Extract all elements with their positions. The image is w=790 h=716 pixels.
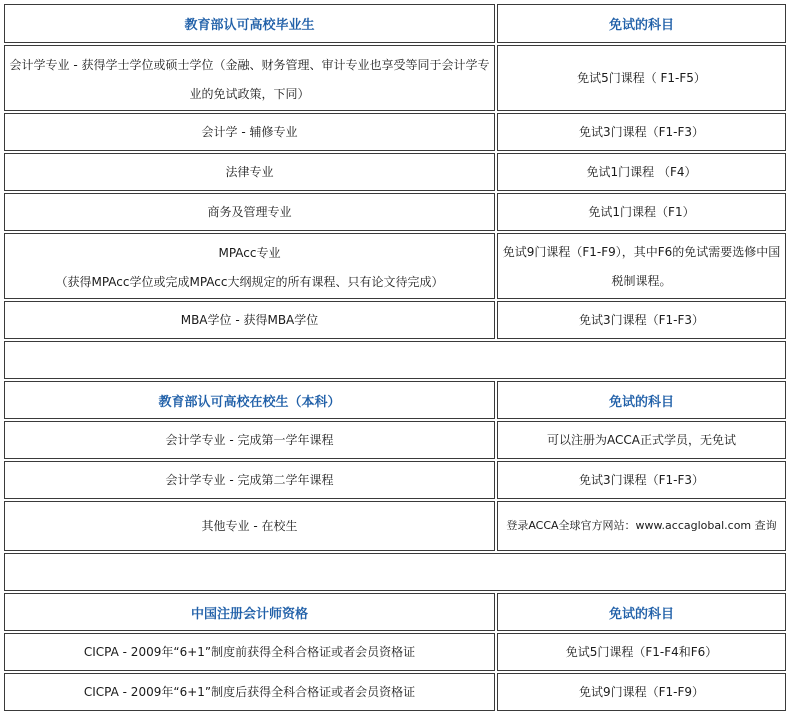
cell-text-line: 会计学 - 辅修专业	[201, 125, 298, 139]
spacer-row	[4, 553, 786, 591]
cell-text-line: 免试5门课程（ F1-F5）	[577, 71, 706, 85]
row-right-cell	[497, 45, 786, 111]
row-right-cell	[497, 153, 786, 191]
table-row	[4, 113, 786, 151]
cell-text-line: 免试1门课程（F1）	[588, 205, 695, 219]
row-left-cell	[4, 45, 495, 111]
section2-header-right: 免试的科目	[497, 381, 786, 419]
cell-text-line: CICPA - 2009年“6+1”制度后获得全科合格证或者会员资格证	[83, 685, 416, 699]
row-left-cell	[4, 193, 495, 231]
section1-header-left: 教育部认可高校毕业生	[4, 4, 495, 43]
cell-text-line: 其他专业 - 在校生	[201, 519, 298, 533]
section1-header-row	[4, 4, 786, 43]
table-row	[4, 233, 786, 299]
cell-text-line: 登录ACCA全球官方网站：www.accaglobal.com 查询	[506, 519, 777, 532]
cell-text-line: 免试3门课程（F1-F3）	[578, 313, 705, 327]
cell-text-line: CICPA - 2009年“6+1”制度前获得全科合格证或者会员资格证	[83, 645, 416, 659]
section3-header-right: 免试的科目	[497, 593, 786, 631]
row-right-cell	[497, 113, 786, 151]
row-right-cell	[497, 501, 786, 551]
cell-text-line: 业的免试政策，下同）	[189, 87, 310, 101]
row-left-cell	[4, 153, 495, 191]
row-left-cell	[4, 673, 495, 711]
spacer-row	[4, 341, 786, 379]
spacer-cell	[4, 341, 786, 379]
table-row	[4, 301, 786, 339]
row-left-cell	[4, 421, 495, 459]
row-left-cell	[4, 233, 495, 299]
row-left-cell	[4, 461, 495, 499]
spacer-cell	[4, 553, 786, 591]
row-right-cell	[497, 633, 786, 671]
row-right-cell	[497, 461, 786, 499]
row-right-cell	[497, 301, 786, 339]
row-right-cell	[497, 421, 786, 459]
cell-text-line: 免试3门课程（F1-F3）	[578, 473, 705, 487]
row-right-cell	[497, 673, 786, 711]
cell-text-line: 免试5门课程（F1-F4和F6）	[565, 645, 718, 659]
cell-text-line: 商务及管理专业	[207, 205, 292, 219]
cell-text-line: 免试9门课程（F1-F9），其中F6的免试需要选修中国	[502, 245, 781, 259]
cell-text-line: 税制课程。	[611, 274, 672, 288]
table-row	[4, 153, 786, 191]
row-right-cell	[497, 233, 786, 299]
cell-text-line: 免试9门课程（F1-F9）	[578, 685, 705, 699]
cell-text-line: 免试1门课程 （F4）	[586, 165, 697, 179]
table-row	[4, 633, 786, 671]
row-left-cell	[4, 633, 495, 671]
cell-text-line: 会计学专业 - 完成第二学年课程	[165, 473, 334, 487]
cell-text-line: 免试3门课程（F1-F3）	[578, 125, 705, 139]
table-row	[4, 461, 786, 499]
cell-text-line: 会计学专业 - 完成第一学年课程	[165, 433, 334, 447]
cell-text-line: MBA学位 - 获得MBA学位	[180, 313, 319, 327]
section2-header-row	[4, 381, 786, 419]
table-row	[4, 45, 786, 111]
cell-text-line: 法律专业	[225, 165, 274, 179]
row-left-cell	[4, 301, 495, 339]
table-row	[4, 421, 786, 459]
cell-text-line: MPAcc专业	[218, 246, 281, 260]
table-row	[4, 501, 786, 551]
section1-header-right: 免试的科目	[497, 4, 786, 43]
row-left-cell	[4, 501, 495, 551]
cell-text-line: 会计学专业 - 获得学士学位或硕士学位（金融、财务管理、审计专业也享受等同于会计学专	[9, 58, 490, 72]
table-row	[4, 193, 786, 231]
row-right-cell	[497, 193, 786, 231]
row-left-cell	[4, 113, 495, 151]
section3-header-left: 中国注册会计师资格	[4, 593, 495, 631]
section2-header-left: 教育部认可高校在校生（本科）	[4, 381, 495, 419]
section3-header-row	[4, 593, 786, 631]
cell-text-line: 可以注册为ACCA正式学员，无免试	[547, 433, 736, 447]
table-row	[4, 673, 786, 711]
cell-text-line: （获得MPAcc学位或完成MPAcc大纲规定的所有课程、只有论文待完成）	[55, 275, 444, 289]
